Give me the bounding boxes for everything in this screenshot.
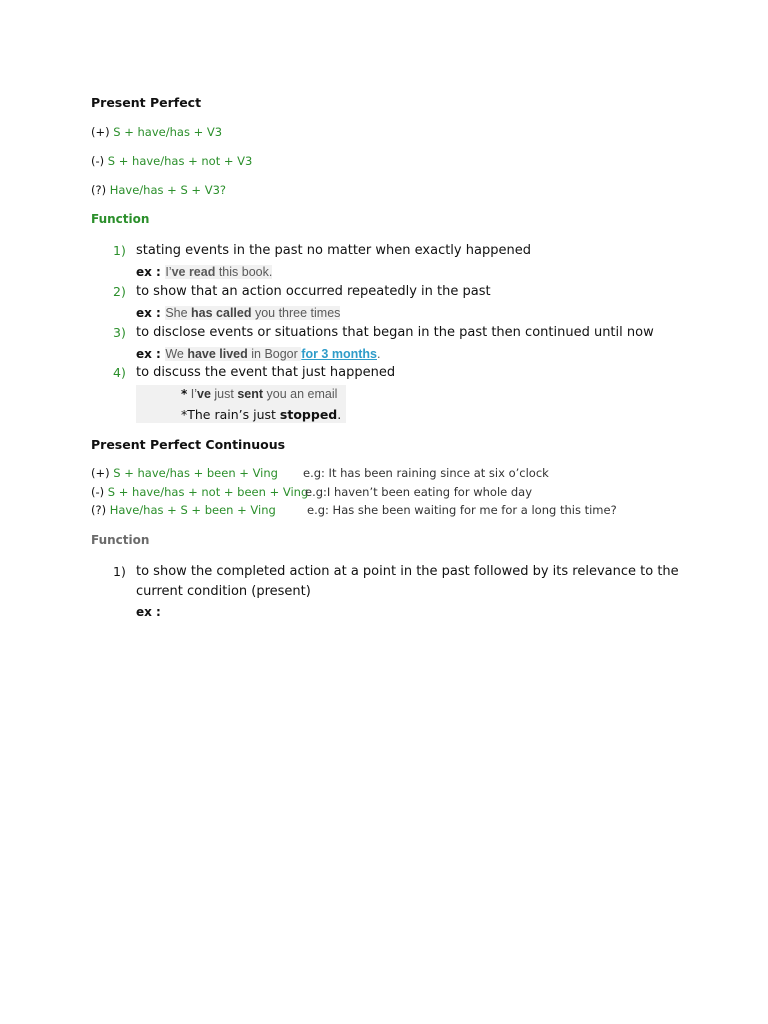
list-number: 4) xyxy=(113,365,126,380)
example-part: *The rain’s just xyxy=(181,407,280,422)
function-heading: Function xyxy=(91,212,150,226)
example-verb: sent xyxy=(237,387,264,401)
example-part: . xyxy=(337,407,342,422)
example-line xyxy=(136,345,380,363)
example-part: We xyxy=(165,347,188,361)
example-sentence-2 xyxy=(181,406,341,424)
section-title: Present Perfect xyxy=(91,95,202,110)
example-verb: has called xyxy=(191,306,252,320)
list-item-text: to disclose events or situations that began in the past then continued until now xyxy=(136,325,654,340)
example-sentence xyxy=(181,385,337,403)
list-item-text: to discuss the event that just happened xyxy=(136,365,396,380)
example-part: . xyxy=(376,347,381,361)
example-part: you three times xyxy=(251,306,341,320)
formula-sign: (?) xyxy=(91,183,107,197)
formula-negative xyxy=(91,485,308,499)
example-part: just xyxy=(210,387,238,401)
example-label: ex : xyxy=(136,347,161,361)
example-verb: ve xyxy=(197,387,211,401)
list-item-text: to show the completed action at a point in the past followed by its relevance to the xyxy=(136,564,679,579)
formula-sign: (+) xyxy=(91,125,110,139)
example-label: ex : xyxy=(136,605,161,619)
example-sentence xyxy=(165,265,272,279)
formula-question xyxy=(91,503,276,517)
example-sentence xyxy=(165,306,340,320)
duration-link[interactable]: for 3 months xyxy=(301,347,377,361)
formula-sign: (-) xyxy=(91,154,105,168)
example-verb: have lived xyxy=(187,347,248,361)
formula-text: Have/has + S + V3? xyxy=(109,183,226,197)
example-sentence xyxy=(165,347,301,361)
list-number: 1) xyxy=(113,243,126,258)
formula-positive xyxy=(91,125,222,139)
formula-example: e.g:I haven’t been eating for whole day xyxy=(305,485,533,499)
example-part: this book. xyxy=(215,265,273,279)
formula-sign: (?) xyxy=(91,503,107,517)
list-item-text: to show that an action occurred repeatedly in the past xyxy=(136,284,491,299)
list-item-text-continued: current condition (present) xyxy=(136,584,311,599)
example-label: ex : xyxy=(136,265,161,279)
example-part: in Bogor xyxy=(247,347,302,361)
example-part: She xyxy=(165,306,192,320)
list-number: 3) xyxy=(113,325,126,340)
formula-sign: (+) xyxy=(91,466,110,480)
formula-example: e.g: Has she been waiting for me for a long this time? xyxy=(307,503,617,517)
list-number: 2) xyxy=(113,284,126,299)
example-label: ex : xyxy=(136,306,161,320)
example-line xyxy=(136,263,272,281)
formula-question xyxy=(91,183,226,197)
formula-text: S + have/has + not + been + Ving xyxy=(107,485,309,499)
example-part: I’ xyxy=(187,387,198,401)
list-number: 1) xyxy=(113,564,126,579)
section-title: Present Perfect Continuous xyxy=(91,437,286,452)
example-part: I’ xyxy=(165,265,172,279)
formula-positive xyxy=(91,466,278,480)
formula-sign: (-) xyxy=(91,485,105,499)
function-heading: Function xyxy=(91,533,150,547)
formula-text: S + have/has + not + V3 xyxy=(107,154,253,168)
formula-negative xyxy=(91,154,252,168)
formula-text: Have/has + S + been + Ving xyxy=(109,503,276,517)
bullet-asterisk: * xyxy=(181,387,188,401)
formula-text: S + have/has + been + Ving xyxy=(113,466,278,480)
example-part: you an email xyxy=(263,387,338,401)
list-item-text: stating events in the past no matter when exactly happened xyxy=(136,243,531,258)
example-line xyxy=(136,304,340,322)
example-verb: ve read xyxy=(171,265,216,279)
formula-text: S + have/has + V3 xyxy=(113,125,223,139)
example-verb: stopped xyxy=(279,407,338,422)
formula-example: e.g: It has been raining since at six o’clock xyxy=(303,466,549,480)
